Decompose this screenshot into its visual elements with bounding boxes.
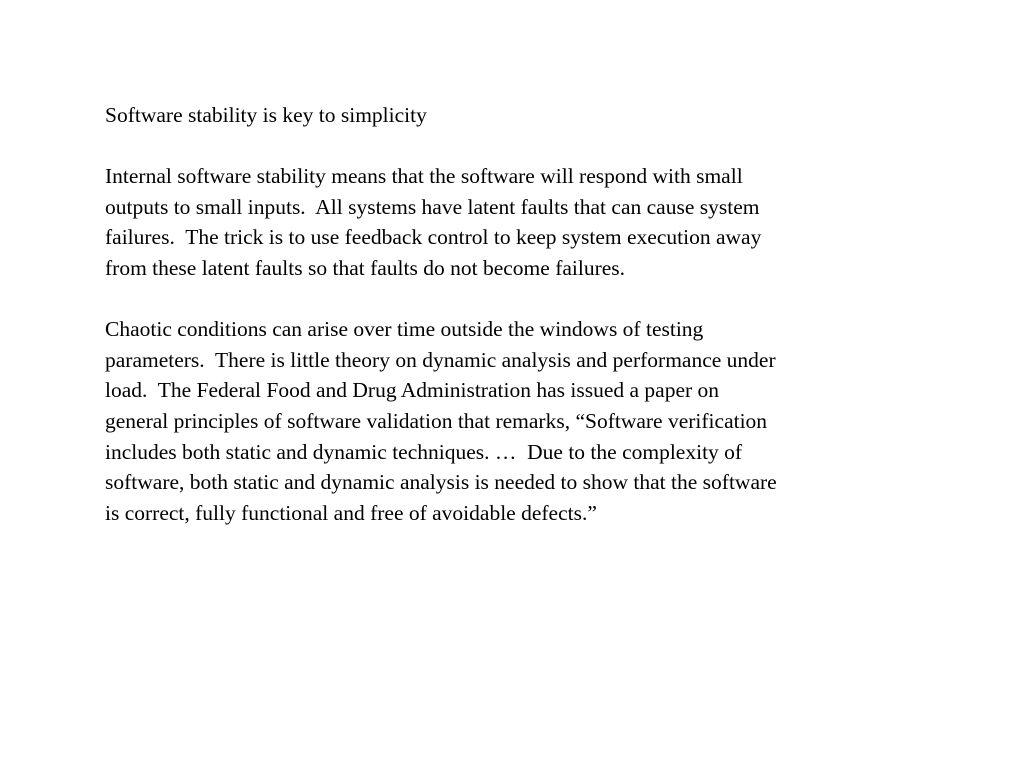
paragraph-line: software, both static and dynamic analysis is needed to show that the software [105,470,777,495]
paragraph-line: general principles of software validation that remarks, “Software verification [105,408,768,433]
paragraph-line: outputs to small inputs. All systems have latent faults that can cause system [105,194,760,219]
paragraph-line: Internal software stability means that the software will respond with small [105,164,743,189]
paragraph-chaotic-conditions [105,314,920,528]
paragraph-line: failures. The trick is to use feedback control to keep system execution away [105,225,762,250]
paragraph-line: parameters. There is little theory on dynamic analysis and performance under [105,347,776,372]
paragraph-gap [105,131,920,162]
paragraph-line: includes both static and dynamic techniques. … Due to the complexity of [105,439,743,464]
paragraph-line: from these latent faults so that faults do not become failures. [105,255,626,280]
paragraph-line: is correct, fully functional and free of avoidable defects.” [105,500,597,525]
paragraph-line: load. The Federal Food and Drug Administration has issued a paper on [105,378,720,403]
slide-title: Software stability is key to simplicity [105,103,427,127]
paragraph-line: Chaotic conditions can arise over time outside the windows of testing [105,317,704,342]
paragraph-gap [105,284,920,315]
slide-text-block [105,100,920,528]
paragraph-stability [105,161,920,283]
